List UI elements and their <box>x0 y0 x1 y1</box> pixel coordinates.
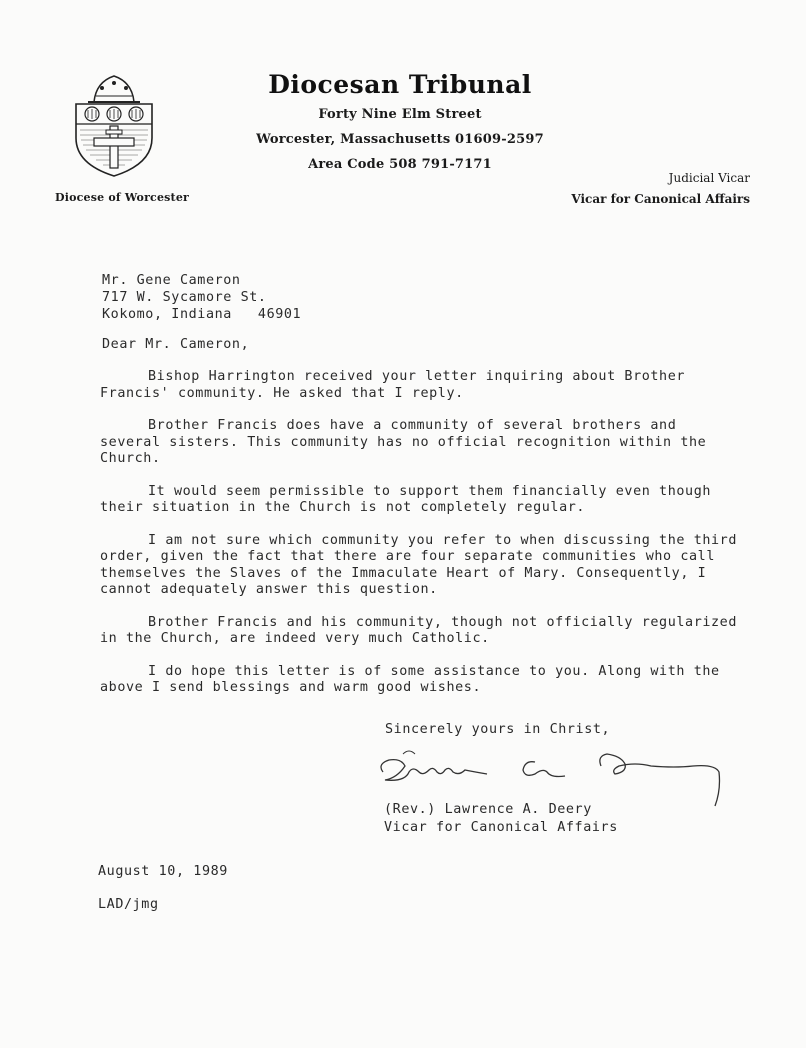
body-paragraph <box>100 418 740 468</box>
paragraph-text: Bishop Harrington received your letter inquiring about Brother Francis' community. He asked that I reply. <box>100 369 686 401</box>
paragraph-text: I am not sure which community you refer to when discussing the third order, given the fact that there are four separate communities who call themselves the Slaves of the Immaculate Heart of Mary. Consequently, I cannot adequately answer this question. <box>100 532 738 597</box>
paragraph-text: It would seem permissible to support them financially even though their situation in the Church is not completely regular. <box>100 483 712 515</box>
body-paragraph <box>100 615 740 648</box>
reference-initials: LAD/jmg <box>98 897 159 912</box>
recipient-city: Kokomo, Indiana 46901 <box>102 307 302 322</box>
letter-date: August 10, 1989 <box>98 864 228 879</box>
paragraph-text: I do hope this letter is of some assistance to you. Along with the above I send blessings and warm good wishes. <box>100 663 720 695</box>
body-paragraph <box>100 533 740 599</box>
body-paragraph <box>100 369 740 402</box>
office-title-judicial-vicar: Judicial Vicar <box>668 171 750 185</box>
office-title-canonical-affairs: Vicar for Canonical Affairs <box>571 192 750 206</box>
signer-block <box>384 801 618 837</box>
letterhead-street: Forty Nine Elm Street <box>318 107 482 122</box>
salutation: Dear Mr. Cameron, <box>102 337 250 352</box>
body-paragraph <box>100 664 740 697</box>
recipient-street: 717 W. Sycamore St. <box>102 290 267 305</box>
letterhead <box>230 68 570 177</box>
complimentary-close: Sincerely yours in Christ, <box>385 722 611 737</box>
letterhead-title: Diocesan Tribunal <box>268 70 532 99</box>
office-titles <box>571 168 750 210</box>
letterhead-phone: Area Code 508 791-7171 <box>308 157 492 172</box>
letter-body <box>100 369 740 713</box>
paragraph-text: Brother Francis and his community, though not officially regularized in the Church, are indeed very much Catholic. <box>100 614 738 646</box>
signer-name: (Rev.) Lawrence A. Deery <box>384 802 592 817</box>
letterhead-city: Worcester, Massachusetts 01609-2597 <box>256 132 544 147</box>
recipient-name: Mr. Gene Cameron <box>102 273 241 288</box>
body-paragraph <box>100 484 740 517</box>
diocese-coat-of-arms-icon <box>66 72 162 180</box>
recipient-address <box>102 272 301 323</box>
signer-title: Vicar for Canonical Affairs <box>384 820 618 835</box>
diocese-name: Diocese of Worcester <box>55 191 190 204</box>
paragraph-text: Brother Francis does have a community of several brothers and several sisters. This community has no official recognition within the Church. <box>100 418 707 466</box>
